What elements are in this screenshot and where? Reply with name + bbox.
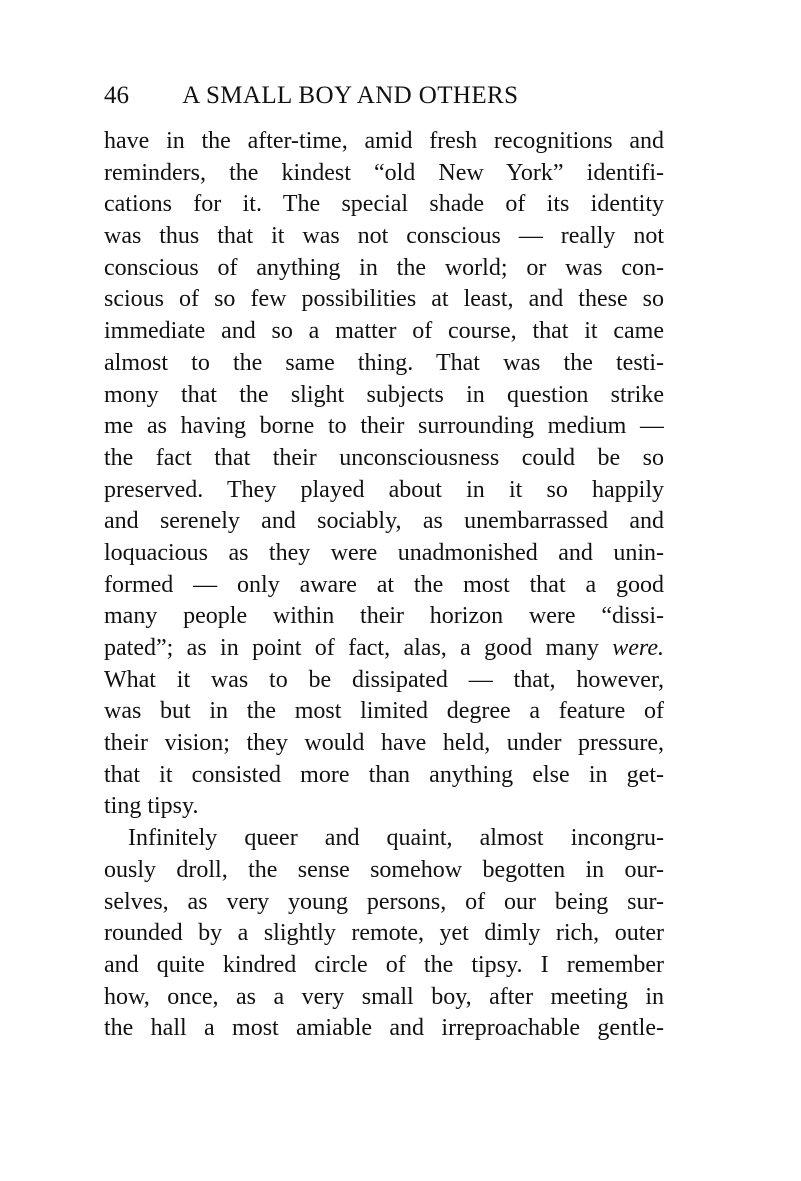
text-line: was thus that it was not conscious — really not <box>104 223 664 250</box>
text-segment: pated”; as in point of fact, alas, a good many <box>104 635 613 661</box>
text-line: that it consisted more than anything else in get- <box>104 761 664 788</box>
text-line: have in the after-time, amid fresh recognitions and <box>104 128 664 154</box>
text-line: reminders, the kindest “old New York” identifi- <box>104 159 664 186</box>
text-line: Infinitely queer and quaint, almost incongru- <box>128 825 664 852</box>
text-line: preserved. They played about in it so happily <box>104 476 664 503</box>
body-text <box>104 126 664 1045</box>
text-line: almost to the same thing. That was the testi- <box>104 349 664 376</box>
text-line: cations for it. The special shade of its identity <box>104 191 664 218</box>
text-line: their vision; they would have held, under pressure, <box>104 730 664 757</box>
running-title: A SMALL BOY AND OTHERS <box>182 82 519 109</box>
text-line: many people within their horizon were “dissi- <box>104 603 664 630</box>
text-line-with-italic <box>104 633 664 665</box>
text-line: What it was to be dissipated — that, however, <box>104 666 664 693</box>
text-line: immediate and so a matter of course, that it came <box>104 318 664 345</box>
text-line: ting tipsy. <box>104 793 199 820</box>
text-line: me as having borne to their surrounding medium — <box>104 413 664 440</box>
text-line: the hall a most amiable and irreproachable gentle- <box>104 1015 664 1042</box>
italic-word: were. <box>612 635 664 661</box>
text-line: and serenely and sociably, as unembarrassed and <box>104 508 664 535</box>
text-line: was but in the most limited degree a feature of <box>104 698 664 725</box>
text-line: formed — only aware at the most that a good <box>104 571 664 598</box>
text-line: the fact that their unconsciousness could be so <box>104 444 664 471</box>
text-line: rounded by a slightly remote, yet dimly rich, outer <box>104 920 664 947</box>
text-line: and quite kindred circle of the tipsy. I remember <box>104 951 664 978</box>
page-number: 46 <box>104 82 129 109</box>
text-line: ously droll, the sense somehow begotten in our- <box>104 856 664 883</box>
text-line: scious of so few possibilities at least, and these so <box>104 286 664 313</box>
text-line: selves, as very young persons, of our being sur- <box>104 888 664 915</box>
running-head <box>104 80 664 112</box>
text-line: conscious of anything in the world; or was con- <box>104 254 664 281</box>
text-line: how, once, as a very small boy, after meeting in <box>104 983 664 1010</box>
text-line: mony that the slight subjects in question strike <box>104 381 664 408</box>
paragraph-2 <box>104 823 664 1045</box>
text-line: loquacious as they were unadmonished and unin- <box>104 539 664 566</box>
paragraph-1 <box>104 126 664 823</box>
